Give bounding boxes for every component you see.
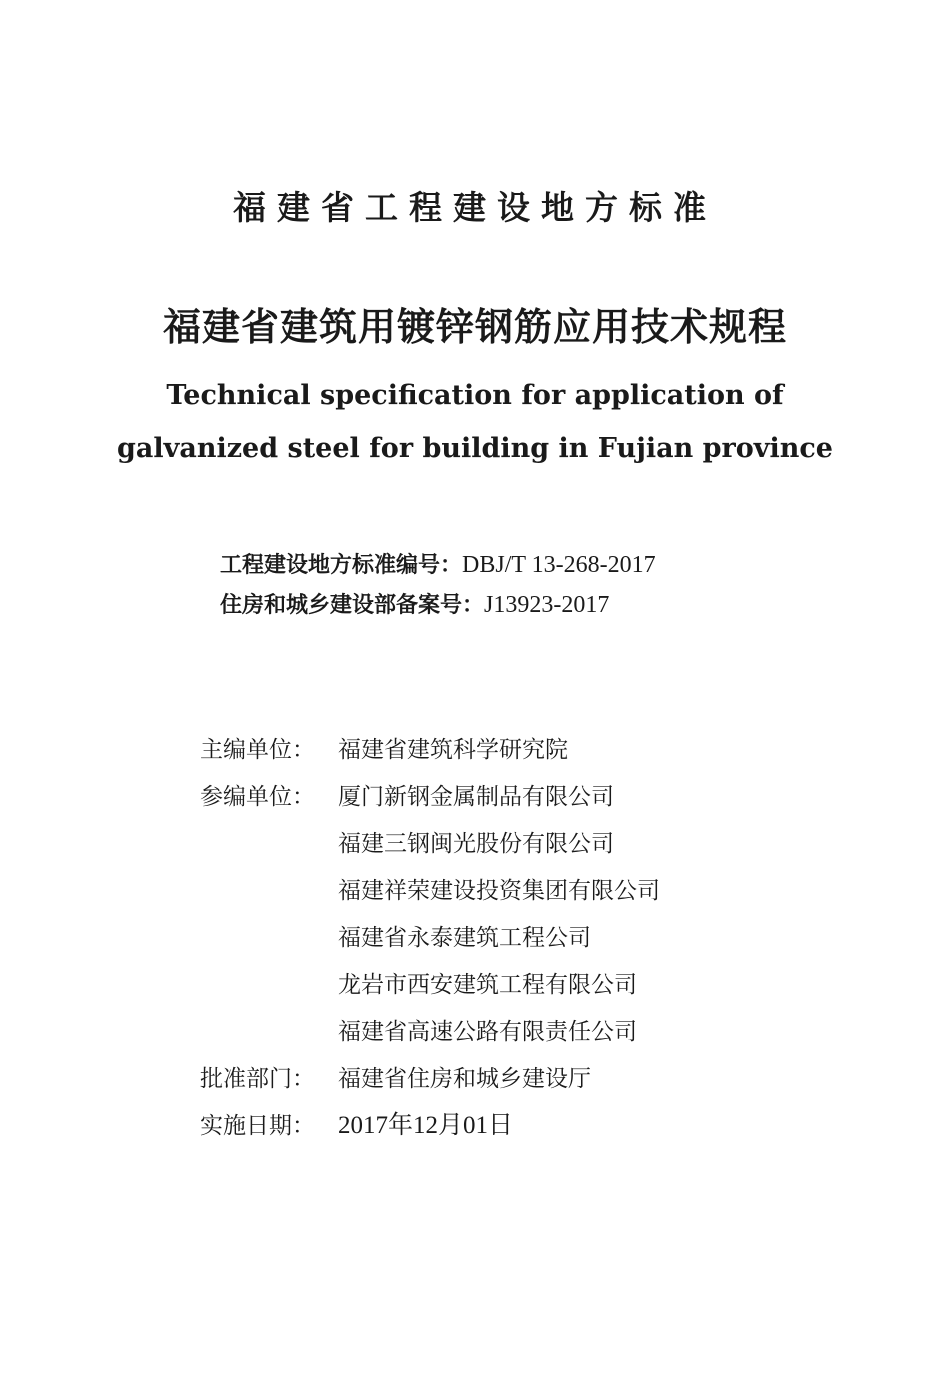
participant-row — [200, 969, 637, 1001]
standard-number-value: DBJ/T 13-268-2017 — [462, 552, 656, 578]
participant-row — [200, 922, 591, 954]
approval-department-value: 福建省住房和城乡建设厅 — [338, 1066, 591, 1092]
participant-row — [200, 875, 660, 907]
participant-row — [200, 828, 614, 860]
participant-unit: 福建省永泰建筑工程公司 — [338, 925, 591, 951]
participant-row — [200, 1016, 637, 1048]
participant-unit: 福建省高速公路有限责任公司 — [338, 1019, 637, 1045]
implementation-date-value: 2017年12月01日 — [338, 1112, 514, 1139]
participant-row — [200, 781, 614, 813]
participants-label: 参编单位： — [200, 784, 315, 810]
standard-number-row — [220, 550, 656, 581]
implementation-date-row — [200, 1110, 513, 1142]
participant-unit: 厦门新钢金属制品有限公司 — [338, 784, 614, 810]
participant-unit: 福建三钢闽光股份有限公司 — [338, 831, 614, 857]
approval-department-row — [200, 1063, 591, 1095]
chief-editor-label: 主编单位： — [200, 737, 315, 763]
document-title-chinese: 福建省建筑用镀锌钢筋应用技术规程 — [162, 305, 787, 349]
record-number-row — [220, 590, 609, 621]
approval-department-label: 批准部门： — [200, 1066, 315, 1092]
standard-series-title: 福建省工程建设地方标准 — [233, 188, 717, 227]
chief-editor-value: 福建省建筑科学研究院 — [338, 737, 568, 763]
implementation-date-label: 实施日期： — [200, 1113, 315, 1139]
record-number-value: J13923-2017 — [484, 592, 610, 618]
participant-unit: 龙岩市西安建筑工程有限公司 — [338, 972, 637, 998]
document-title-english-line1: Technical specification for application of — [166, 380, 784, 411]
participant-unit: 福建祥荣建设投资集团有限公司 — [338, 878, 660, 904]
record-number-label: 住房和城乡建设部备案号： — [220, 593, 485, 618]
standard-number-label: 工程建设地方标准编号： — [220, 553, 463, 578]
chief-editor-row — [200, 734, 568, 766]
document-title-english-line2: galvanized steel for building in Fujian province — [117, 433, 833, 464]
